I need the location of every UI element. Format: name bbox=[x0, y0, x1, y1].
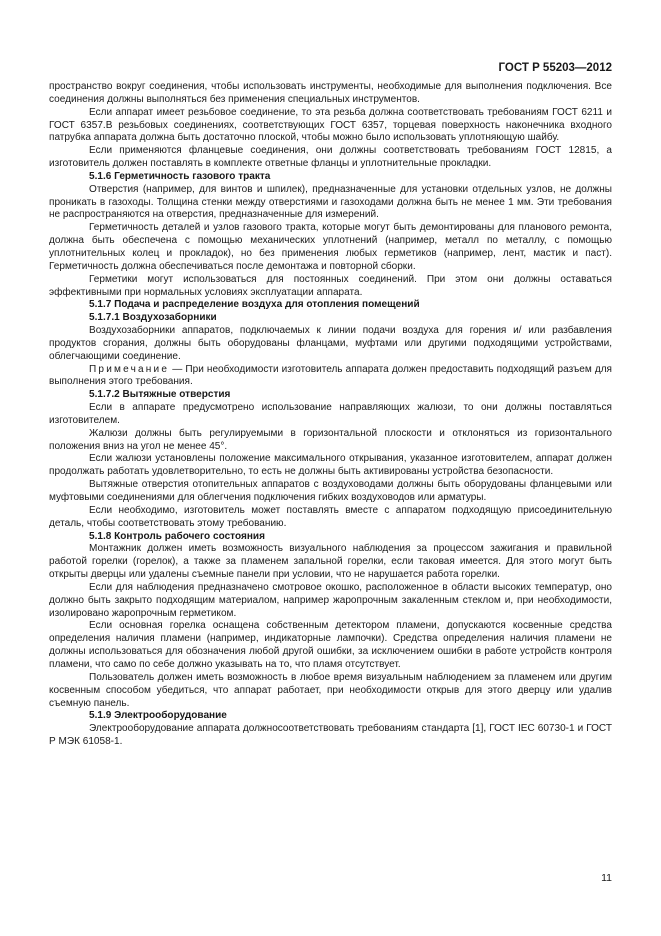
document-header: ГОСТ Р 55203—2012 bbox=[498, 62, 612, 74]
section-heading: 5.1.8 Контроль рабочего состояния bbox=[89, 530, 265, 542]
paragraph: Если в аппарате предусмотрено использование направляющих жалюзи, то они должны поставляться изготовителем. bbox=[49, 402, 612, 426]
page-number: 11 bbox=[601, 872, 612, 884]
section-heading: 5.1.7.1 Воздухозаборники bbox=[89, 312, 217, 324]
paragraph: Электрооборудование аппарата должносоответствовать требованиям стандарта [1], ГОСТ IEC 60730-1 и ГОСТ Р МЭК 61058-1. bbox=[49, 723, 612, 748]
section-heading: 5.1.7.2 Вытяжные отверстия bbox=[89, 389, 231, 401]
paragraph: пространство вокруг соединения, чтобы использовать инструменты, необходимые для выполнения подключения. Все соединения должны выполняться без применения специальных инструментов. bbox=[49, 81, 612, 105]
paragraph: Вытяжные отверстия отопительных аппаратов с воздуховодами должны быть оборудованы фланцевыми или муфтовыми соединениями для облегчения подключения гибких воздуховодов или арматуры. bbox=[49, 479, 612, 503]
section-heading: 5.1.7 Подача и распределение воздуха для отопления помещений bbox=[89, 299, 420, 311]
paragraph: Если применяются фланцевые соединения, они должны соответствовать требованиям ГОСТ 12815, а изготовитель должен поставлять в комплекте ответные фланцы и уплотнительные прокладки. bbox=[49, 145, 612, 170]
document-body bbox=[49, 81, 612, 749]
paragraph: Монтажник должен иметь возможность визуального наблюдения за процессом зажигания и правильной работой горелки (горелок), а также за пламенем запальной горелки, если таковая имеется. Для этого могут быть открыты дверцы или удалены съемные панели при условии, что не нарушается работа горелки. bbox=[49, 543, 612, 581]
paragraph: Если жалюзи установлены положение максимального открывания, указанное изготовителем, аппарат должен продолжать работать удовлетворительно, то есть не должны быть активированы устройства безопасности. bbox=[49, 453, 612, 478]
section-heading: 5.1.9 Электрооборудование bbox=[89, 710, 227, 722]
paragraph: Отверстия (например, для винтов и шпилек), предназначенные для установки отдельных узлов, не должны проникать в газоходы. Толщина стенки между отверстиями и газоходами должна быть не менее 1 мм. Эти требования не распространяются на отверстия, предназначенные для измерений. bbox=[49, 183, 612, 221]
paragraph: Пользователь должен иметь возможность в любое время визуальным наблюдением за пламенем или другим косвенным способом убедиться, что аппарат работает, при необходимости открыв для этого дверцу или удалив съемную панель. bbox=[49, 671, 612, 709]
section-heading: 5.1.6 Герметичность газового тракта bbox=[89, 170, 271, 182]
paragraph: Если аппарат имеет резьбовое соединение, то эта резьба должна соответствовать требованиям ГОСТ 6211 и ГОСТ 6357.В резьбовых соединениях, соответствующих ГОСТ 6357, торцевая поверхность наконечника входного патрубка аппарата должна быть достаточно плоской, чтобы можно было использовать уплотняющую шайбу. bbox=[49, 106, 612, 144]
paragraph: Если основная горелка оснащена собственным детектором пламени, допускаются косвенные средства определения наличия пламени (например, индикаторные лампочки). Средства определения наличия пламени не должны использоваться для обозначения любой другой ошибки, за исключением ошибки в работе устройств контроля пламени, что само по себе должно указывать на то, что пламя отсутствует. bbox=[49, 620, 612, 670]
note bbox=[49, 364, 612, 390]
paragraph: Герметики могут использоваться для постоянных соединений. При этом они должны оставаться эффективными при нормальных условиях эксплуатации аппарата. bbox=[49, 273, 612, 298]
note-label: Примечание bbox=[89, 363, 170, 375]
paragraph: Герметичность деталей и узлов газового тракта, которые могут быть демонтированы для планового ремонта, должна быть обеспечена с помощью механических уплотнений (например, металл по металлу, с помощью уплотнительных колец и прокладок), но без применения любых герметиков (например, лент, мастик и паст). Герметичность должна обеспечиваться после демонтажа и повторной сборки. bbox=[49, 222, 612, 272]
paragraph: Жалюзи должны быть регулируемыми в горизонтальной плоскости и отклоняться из горизонтального положения вниз на угол не менее 45°. bbox=[49, 427, 612, 452]
note-text: — При необходимости изготовитель аппарата должен предоставить подходящий разъем для выполнения этого требования. bbox=[49, 363, 612, 388]
paragraph: Воздухозаборники аппаратов, подключаемых к линии подачи воздуха для горения и/ или разбавления продуктов сгорания, должны быть оборудованы фланцами, муфтами или другими подходящими устройствами, облегчающими соединение. bbox=[49, 325, 612, 362]
paragraph: Если необходимо, изготовитель может поставлять вместе с аппаратом подходящую присоединительную деталь, чтобы соответствовать этому требованию. bbox=[49, 504, 612, 529]
paragraph: Если для наблюдения предназначено смотровое окошко, расположенное в области высоких температур, оно должно быть закрыто подходящим материалом, например жаропрочным закаленным стеклом и, при необходимости, изолировано жаропрочным герметиком. bbox=[49, 581, 612, 619]
